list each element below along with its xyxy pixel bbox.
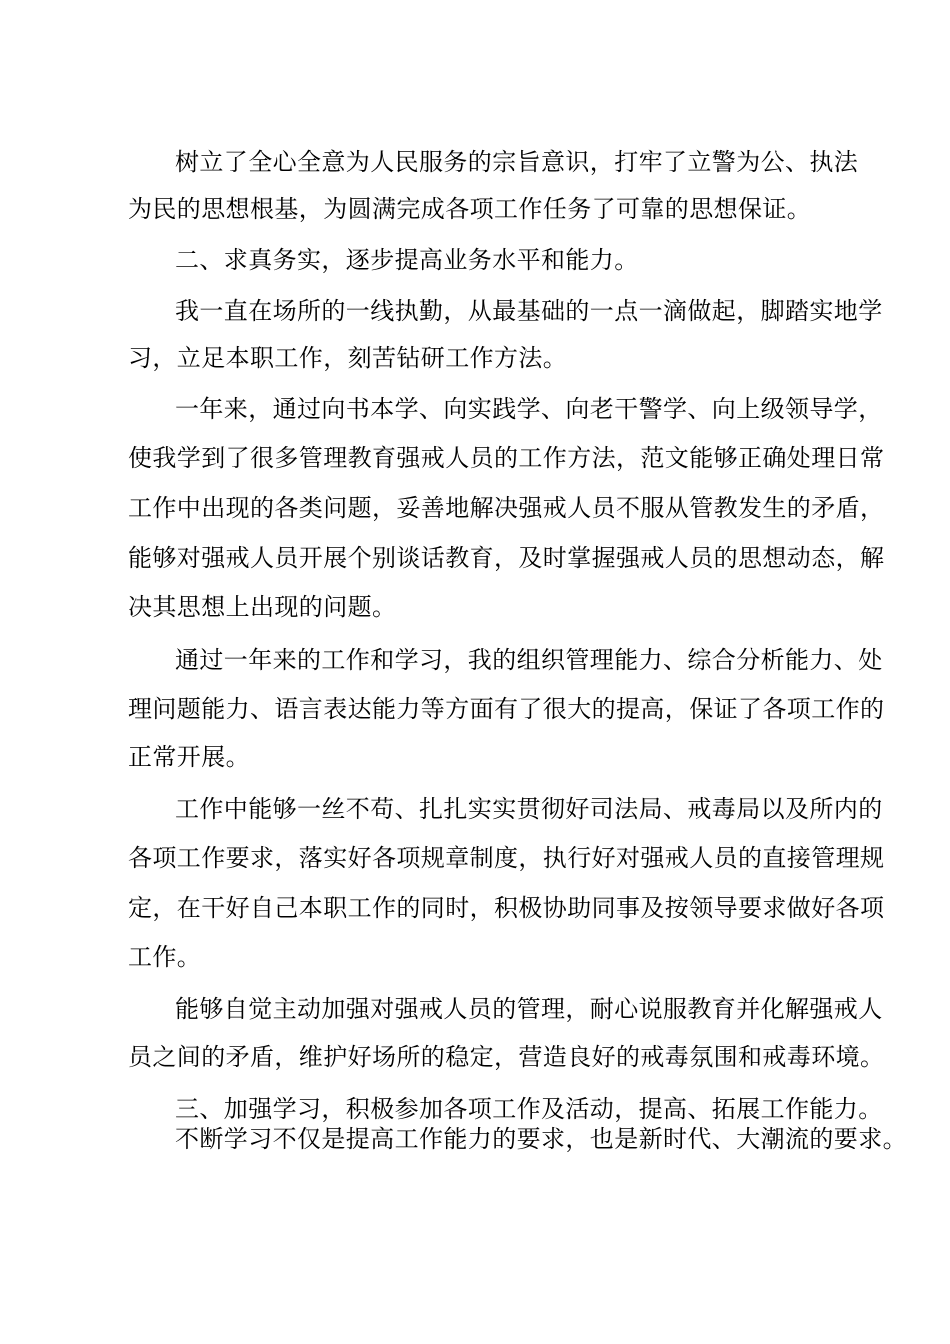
paragraph-line: 工作中出现的各类问题，妥善地解决强戒人员不服从管教发生的矛盾， bbox=[128, 494, 885, 522]
paragraph-line: 为民的思想根基，为圆满完成各项工作任务了可靠的思想保证。 bbox=[128, 195, 812, 223]
paragraph-line: 定，在干好自己本职工作的同时，积极协助同事及按领导要求做好各项 bbox=[128, 894, 885, 922]
paragraph-line: 通过一年来的工作和学习，我的组织管理能力、综合分析能力、处 bbox=[175, 646, 883, 674]
paragraph-line: 习，立足本职工作，刻苦钻研工作方法。 bbox=[128, 344, 568, 372]
paragraph-line: 能够自觉主动加强对强戒人员的管理，耐心说服教育并化解强戒人 bbox=[175, 995, 883, 1023]
paragraph-line: 工作。 bbox=[128, 943, 202, 971]
section-heading: 二、求真务实，逐步提高业务水平和能力。 bbox=[175, 246, 639, 274]
paragraph-line: 树立了全心全意为人民服务的宗旨意识，打牢了立警为公、执法 bbox=[175, 148, 859, 176]
paragraph-line: 各项工作要求，落实好各项规章制度，执行好对强戒人员的直接管理规 bbox=[128, 844, 885, 872]
paragraph-line: 一年来，通过向书本学、向实践学、向老干警学、向上级领导学， bbox=[175, 395, 883, 423]
paragraph-line: 工作中能够一丝不苟、扎扎实实贯彻好司法局、戒毒局以及所内的 bbox=[175, 795, 883, 823]
paragraph-line: 理问题能力、语言表达能力等方面有了很大的提高，保证了各项工作的 bbox=[128, 695, 885, 723]
paragraph-line: 能够对强戒人员开展个别谈话教育，及时掌握强戒人员的思想动态，解 bbox=[128, 544, 885, 572]
paragraph-line: 不断学习不仅是提高工作能力的要求，也是新时代、大潮流的要求。 bbox=[175, 1125, 907, 1153]
paragraph-line: 我一直在场所的一线执勤，从最基础的一点一滴做起，脚踏实地学 bbox=[175, 297, 883, 325]
paragraph-line: 决其思想上出现的问题。 bbox=[128, 593, 397, 621]
section-heading: 三、加强学习，积极参加各项工作及活动，提高、拓展工作能力。 bbox=[175, 1095, 883, 1123]
paragraph-line: 正常开展。 bbox=[128, 743, 250, 771]
paragraph-line: 员之间的矛盾，维护好场所的稳定，营造良好的戒毒氛围和戒毒环境。 bbox=[128, 1043, 885, 1071]
paragraph-line: 使我学到了很多管理教育强戒人员的工作方法，范文能够正确处理日常 bbox=[128, 444, 885, 472]
